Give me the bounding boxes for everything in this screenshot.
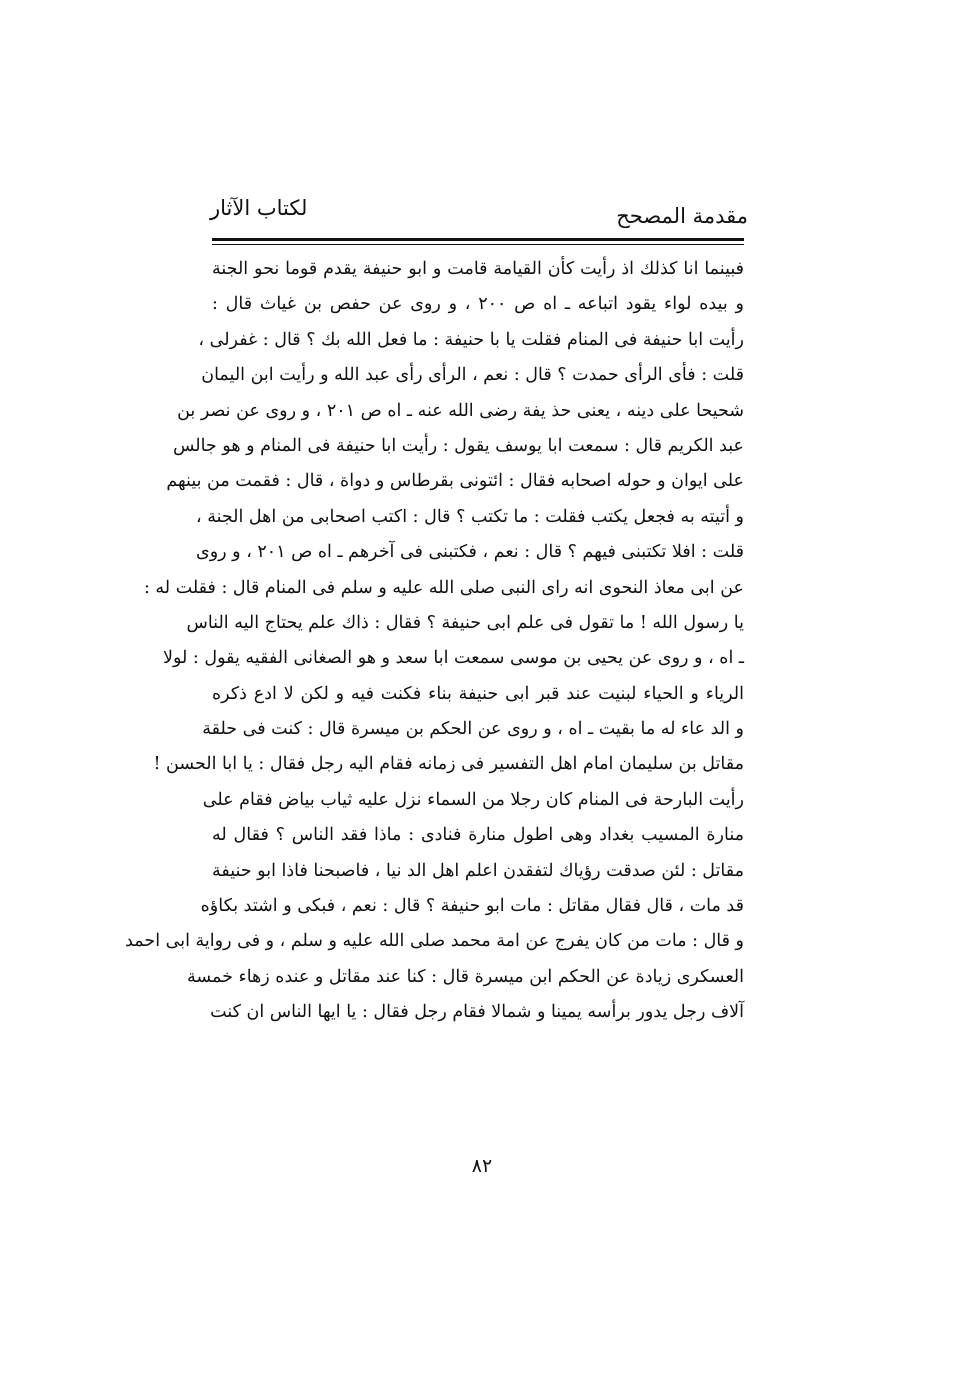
text-line: على ايوان و حوله اصحابه فقال : ائتونى بقرطاس و دواة ، قال : فقمت من بينهم [166, 471, 744, 492]
running-header [208, 196, 748, 236]
text-line: الرياء و الحياء لبنيت عند قبر ابى حنيفة بناء فكنت فيه و لكن لا ادع ذكره [212, 683, 744, 704]
text-line: و بيده لواء يقود اتباعه ـ اه ص ٢٠٠ ، و روى عن حفص بن غياث قال : [212, 294, 744, 315]
header-rule-thick [212, 238, 744, 241]
header-rule-thin [212, 244, 744, 245]
text-line: رأيت البارحة فى المنام كان رجلا من السماء نزل عليه ثياب بياض فقام على [202, 789, 744, 810]
text-line: فبينما انا كذلك اذ رأيت كأن القيامة قامت و ابو حنيفة يقدم قوما نحو الجنة [212, 259, 744, 279]
text-line: رأيت ابا حنيفة فى المنام فقلت يا با حنيفة : ما فعل الله بك ؟ قال : غفرلى ، [198, 329, 744, 350]
header-section-title: مقدمة المصحح [616, 204, 748, 228]
text-line: قد مات ، قال فقال مقاتل : مات ابو حنيفة ؟ قال : نعم ، فبكى و اشتد بكاؤه [200, 896, 744, 917]
text-line: منارة المسيب بغداد وهى اطول منارة فنادى : ماذا فقد الناس ؟ فقال له [212, 825, 744, 846]
text-line: العسكرى زيادة عن الحكم ابن ميسرة قال : كنا عند مقاتل و عنده زهاء خمسة [186, 966, 744, 987]
body-text [125, 252, 744, 1031]
text-line: عن ابى معاذ النحوى انه راى النبى صلى الله عليه و سلم فى المنام قال : فقلت له : [143, 577, 744, 598]
text-line: و الد عاء له ما بقيت ـ اه ، و روى عن الحكم بن ميسرة قال : كنت فى حلقة [202, 719, 744, 740]
text-line: قلت : افلا تكتبنى فيهم ؟ قال : نعم ، فكتبنى فى آخرهم ـ اه ص ٢٠١ ، و روى [196, 542, 744, 563]
text-line: آلاف رجل يدور برأسه يمينا و شمالا فقام رجل فقال : يا ايها الناس ان كنت [210, 1002, 744, 1023]
text-line: ـ اه ، و روى عن يحيى بن موسى سمعت ابا سعد و هو الصغانى الفقيه يقول : لولا [162, 648, 744, 669]
text-line: مقاتل : لئن صدقت رؤياك لتفقدن اعلم اهل الد نيا ، فاصبحنا فاذا ابو حنيفة [212, 860, 744, 881]
page-number: ٨٢ [471, 1155, 493, 1177]
text-line: و أتيته به فجعل يكتب فقلت : ما تكتب ؟ قال : اكتب اصحابى من اهل الجنة ، [195, 506, 744, 527]
header-book-title: لكتاب الآثار [210, 196, 308, 220]
text-line: و قال : مات من كان يفرج عن امة محمد صلى الله عليه و سلم ، و فى رواية ابى احمد [125, 931, 744, 952]
text-line: يا رسول الله ! ما تقول فى علم ابى حنيفة ؟ فقال : ذاك علم يحتاج اليه الناس [186, 612, 744, 633]
text-line: عبد الكريم قال : سمعت ابا يوسف يقول : رأيت ابا حنيفة فى المنام و هو جالس [172, 435, 744, 456]
text-line: قلت : فأى الرأى حمدت ؟ قال : نعم ، الرأى رأى عبد الله و رأيت ابن اليمان [201, 365, 744, 386]
text-line: شحيحا على دينه ، يعنى حذ يفة رضى الله عنه ـ اه ص ٢٠١ ، و روى عن نصر بن [177, 400, 744, 421]
text-line: مقاتل بن سليمان امام اهل التفسير فى زمانه فقام اليه رجل فقال : يا ابا الحسن ! [153, 754, 744, 775]
